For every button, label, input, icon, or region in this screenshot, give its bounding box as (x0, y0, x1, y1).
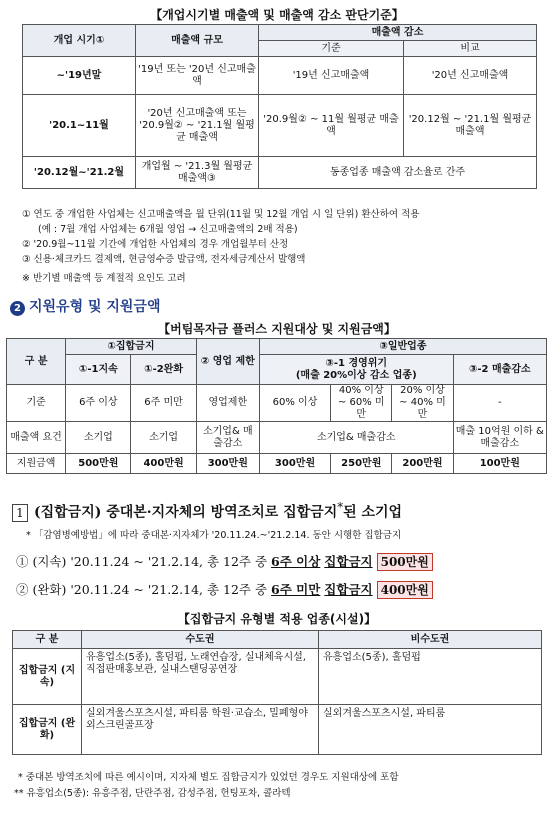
t3-h-capital: 수도권 (82, 631, 319, 649)
t2-h-g1b: ①-2완화 (131, 355, 196, 385)
t2-req-c7: 매출 10억원 이하 & 매출감소 (453, 422, 546, 454)
t1-r2-scale: '20년 신고매출액 또는 '20.9월② ~ '21.1월 월평균 매출액 (136, 95, 259, 157)
t2-h-group1: ①집합금지 (66, 339, 196, 355)
block1-note: * 「감염병예방법」에 따라 중대본·지자체가 '20.11.24.~'21.2.14. 동안 시행한 집합금지 (26, 530, 402, 541)
line1-c: 집합금지 (324, 554, 373, 569)
t2-amt-c6: 200만원 (392, 454, 453, 474)
table2-title: 【버팀목자금 플러스 지원대상 및 지원금액】 (158, 322, 396, 336)
t2-h-g3a: ③-1 경영위기 (325, 357, 388, 369)
t2-basis-c2: 6주 미만 (131, 385, 196, 422)
block1-heading (12, 500, 402, 522)
t1-r1-basis: '19년 신고매출액 (259, 57, 404, 95)
t2-h-g3b: ③-2 매출감소 (453, 355, 546, 385)
line2-a: ② (완화) '20.11.24 ~ '21.2.14, 총 12주 중 (16, 582, 268, 597)
block1-head-b: 된 소기업 (343, 504, 403, 521)
t1-r1-period: ~'19년말 (23, 57, 136, 95)
t3-r1-non: 유흥업소(5종), 홀덤펍 (319, 649, 542, 705)
t2-basis-c3: 영업제한 (196, 385, 259, 422)
t2-basis-c4: 60% 이상 (259, 385, 330, 422)
t2-req-c4: 소기업& 매출감소 (259, 422, 453, 454)
t2-amt-label: 지원금액 (7, 454, 66, 474)
t2-h-g1a: ①-1지속 (66, 355, 131, 385)
t1-h-scale: 매출액 규모 (136, 25, 259, 57)
line1-b: 6주 이상 (271, 554, 321, 569)
block1-head-star: * (337, 500, 344, 514)
t1-r3-merged: 동종업종 매출액 감소율로 간주 (259, 157, 537, 189)
t2-amt-c1: 500만원 (66, 454, 131, 474)
t2-amt-c5: 250만원 (331, 454, 392, 474)
t1-r3-scale: 개업월 ~ '21.3월 월평균 매출액③ (136, 157, 259, 189)
line2-c: 집합금지 (324, 582, 373, 597)
t2-basis-c6: 20% 이상 ~ 40% 미만 (392, 385, 453, 422)
line2-b: 6주 미만 (271, 582, 321, 597)
t2-h-gubun: 구 분 (7, 339, 66, 385)
t1-h-open: 개업 시기① (23, 25, 136, 57)
line2-amount: 400만원 (377, 581, 433, 599)
t2-amt-c4: 300만원 (259, 454, 330, 474)
table1-title: 【개업시기별 매출액 및 매출액 감소 판단기준】 (150, 8, 404, 22)
t2-req-c3: 소기업& 매출감소 (196, 422, 259, 454)
table3-title: 【집합금지 유형별 적용 업종(시설)】 (177, 612, 377, 626)
t3-r2-non: 실외겨울스포츠시설, 파티룸 (319, 705, 542, 755)
t1-note-3: ② '20.9월~11월 기간에 개업한 사업체의 경우 개업월부터 산정 (22, 239, 289, 250)
t3-r1-capital: 유흥업소(5종), 홀덤펍, 노래연습장, 실내체육시설, 직접판매홍보관, 실내스탠딩공연장 (82, 649, 319, 705)
t2-amt-c3: 300만원 (196, 454, 259, 474)
t2-amt-c2: 400만원 (131, 454, 196, 474)
t2-req-c2: 소기업 (131, 422, 196, 454)
line1-a: ① (지속) '20.11.24 ~ '21.2.14, 총 12주 중 (16, 554, 268, 569)
t3-note-1: * 중대본 방역조치에 따른 예시이며, 지자체 별도 집합금지가 있었던 경우도 지원대상에 포함 (18, 772, 399, 783)
block1-number: 1 (12, 504, 28, 522)
block1-line1 (16, 552, 433, 570)
t1-r2-compare: '20.12월 ~ '21.1월 월평균 매출액 (404, 95, 537, 157)
t1-h-compare: 비교 (404, 41, 537, 57)
block1-line2 (16, 580, 433, 598)
t1-r2-period: '20.1~11월 (23, 95, 136, 157)
t2-basis-c5: 40% 이상 ~ 60% 미만 (331, 385, 392, 422)
t2-req-c1: 소기업 (66, 422, 131, 454)
t2-amt-c7: 100만원 (453, 454, 546, 474)
t2-req-label: 매출액 요건 (7, 422, 66, 454)
line1-amount: 500만원 (377, 553, 433, 571)
t1-h-decrease: 매출액 감소 (259, 25, 537, 41)
t1-r1-scale: '19년 또는 '20년 신고매출액 (136, 57, 259, 95)
t2-basis-c1: 6주 이상 (66, 385, 131, 422)
t3-r2-label: 집합금지 (완화) (13, 705, 82, 755)
table1 (22, 24, 537, 189)
t3-r2-capital: 실외겨울스포츠시설, 파티룸 학원·교습소, 밀폐형야외스크린골프장 (82, 705, 319, 755)
t2-h-group2: ② 영업 제한 (196, 339, 259, 385)
t2-h-g3a-cell (259, 355, 453, 385)
t3-h-gubun: 구 분 (13, 631, 82, 649)
t2-basis-label: 기준 (7, 385, 66, 422)
section2-title: 지원유형 및 지원금액 (29, 299, 161, 315)
t1-note-5: ※ 반기별 매출액 등 계절적 요인도 고려 (22, 273, 186, 284)
t1-note-1: ① 연도 중 개업한 사업체는 신고매출액을 월 단위(11월 및 12월 개업 시 일 단위) 환산하여 적용 (22, 209, 420, 220)
table2 (6, 338, 547, 474)
t1-note-4: ③ 신용·체크카드 결제액, 현금영수증 발급액, 전자세금계산서 발행액 (22, 254, 306, 265)
t2-basis-c7: - (453, 385, 546, 422)
t2-h-group3: ③일반업종 (259, 339, 546, 355)
t1-r1-compare: '20년 신고매출액 (404, 57, 537, 95)
block1-head-a: (집합금지) 중대본·지자체의 방역조치로 집합금지 (34, 504, 338, 521)
t1-h-basis: 기준 (259, 41, 404, 57)
section2-number: 2 (10, 301, 25, 316)
section2-heading (10, 296, 160, 316)
t2-h-g3a-sub: (매출 20%이상 감소 업종) (295, 369, 417, 381)
t1-r3-period: '20.12월~'21.2월 (23, 157, 136, 189)
t3-h-noncapital: 비수도권 (319, 631, 542, 649)
table3 (12, 630, 542, 755)
t3-note-2: ** 유흥업소(5종): 유흥주점, 단란주점, 감성주점, 헌팅포차, 콜라텍 (14, 788, 291, 799)
t3-r1-label: 집합금지 (지속) (13, 649, 82, 705)
t1-note-2: (예 : 7월 개업 사업체는 6개월 영업 → 신고매출액의 2배 적용) (38, 224, 298, 235)
t1-r2-basis: '20.9월② ~ 11월 월평균 매출액 (259, 95, 404, 157)
